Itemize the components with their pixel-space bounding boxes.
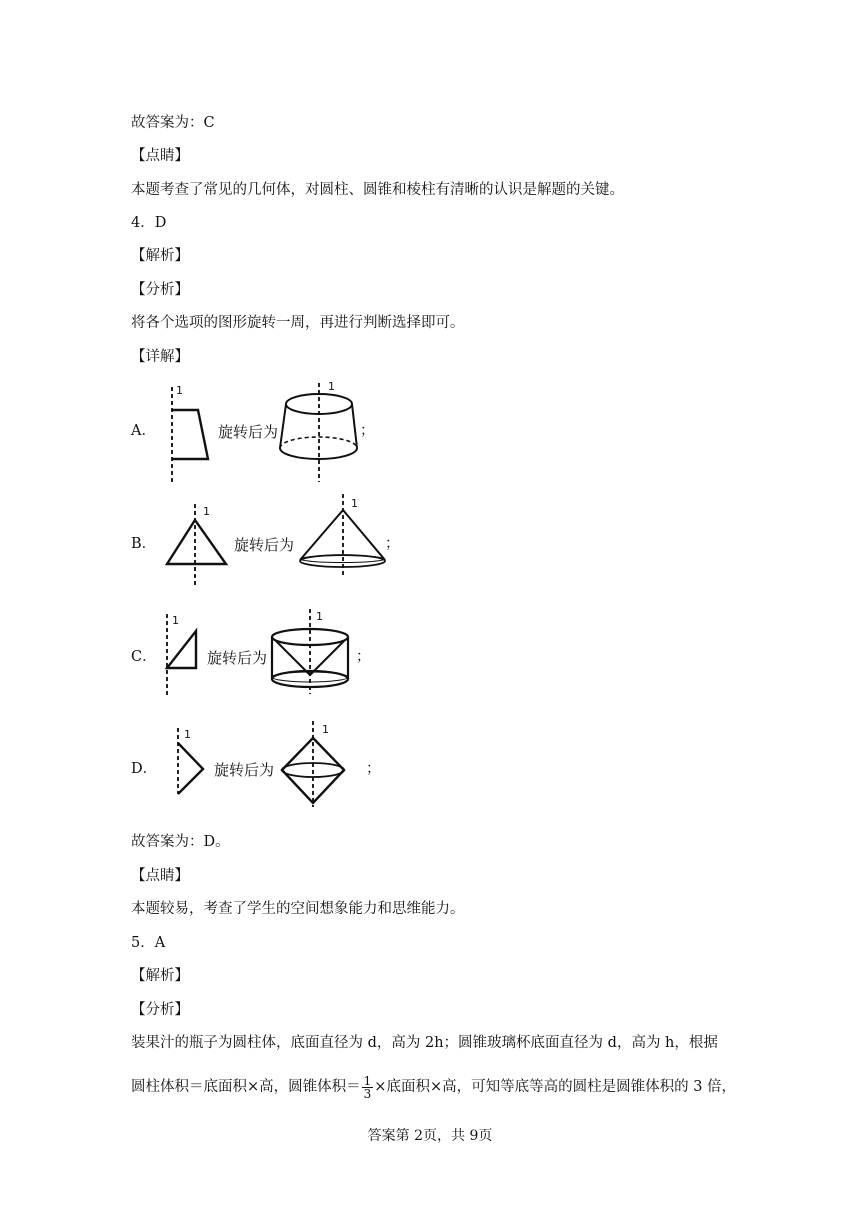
answer-line-q3: 故答案为：C — [131, 115, 215, 131]
jiexi-heading-4: 【解析】 — [131, 248, 189, 264]
analysis-q5-line2-suffix: ×底面积×高，可知等底等高的圆柱是圆锥体积的 3 倍， — [374, 1079, 737, 1095]
option-c-semicolon: ； — [356, 649, 371, 665]
option-a-label: A． — [131, 423, 156, 439]
comment-q3: 本题考查了常见的几何体，对圆柱、圆锥和棱柱有清晰的认识是解题的关键。 — [131, 182, 624, 198]
option-d-semicolon: ； — [366, 761, 381, 777]
option-d-label: D． — [131, 761, 158, 777]
option-c-rotate-text: 旋转后为 — [207, 649, 268, 667]
fenxi-heading-5: 【分析】 — [131, 1002, 189, 1018]
option-b-semicolon: ； — [385, 536, 400, 552]
answer-line-q4: 故答案为：D。 — [131, 834, 230, 850]
option-c-cylinder-figure — [268, 606, 352, 696]
xiangjie-heading-4: 【详解】 — [131, 349, 189, 365]
option-b-label: B． — [131, 536, 157, 552]
question-4-answer: 4．D — [131, 215, 167, 231]
question-5-answer: 5．A — [131, 935, 166, 951]
dianjing-heading-1: 【点睛】 — [131, 148, 189, 164]
axis-label: 1 — [322, 723, 329, 736]
option-a-frustum-figure — [276, 380, 366, 486]
fenxi-heading-4: 【分析】 — [131, 282, 189, 298]
axis-label: 1 — [316, 610, 323, 623]
analysis-q5-line2-prefix: 圆柱体积＝底面积×高，圆锥体积＝ — [131, 1079, 361, 1095]
option-a-rotate-text: 旋转后为 — [218, 423, 279, 441]
axis-label: 1 — [176, 384, 183, 397]
option-b-cone-figure — [297, 492, 389, 580]
fraction-numerator: 1 — [363, 1073, 372, 1088]
comment-q4: 本题较易，考查了学生的空间想象能力和思维能力。 — [131, 901, 465, 917]
analysis-q5-line2 — [131, 1072, 736, 1102]
jiexi-heading-5: 【解析】 — [131, 968, 189, 984]
axis-label: 1 — [203, 505, 210, 518]
dianjing-heading-2: 【点睛】 — [131, 868, 189, 884]
option-a-semicolon: ； — [360, 423, 375, 439]
axis-label: 1 — [328, 380, 335, 393]
analysis-q5-line1: 装果汁的瓶子为圆柱体，底面直径为 d，高为 2h；圆锥玻璃杯底面直径为 d，高为 h，根据 — [131, 1035, 718, 1051]
fraction-denominator: 3 — [363, 1086, 372, 1101]
option-d-triangle-figure — [170, 724, 210, 800]
option-b-rotate-text: 旋转后为 — [234, 536, 295, 554]
page-footer: 答案第 2页，共 9页 — [367, 1128, 493, 1144]
option-a-trapezoid-figure — [160, 383, 220, 487]
option-c-label: C． — [131, 649, 157, 665]
analysis-q4: 将各个选项的图形旋转一周，再进行判断选择即可。 — [131, 315, 465, 331]
option-b-triangle-figure — [160, 500, 234, 592]
axis-label: 1 — [184, 728, 191, 741]
fraction-one-third — [362, 1075, 374, 1100]
axis-label: 1 — [351, 497, 358, 510]
option-d-double-cone-figure — [279, 719, 349, 809]
axis-label: 1 — [172, 614, 179, 627]
option-d-rotate-text: 旋转后为 — [214, 761, 275, 779]
option-c-right-triangle-figure — [158, 610, 206, 702]
